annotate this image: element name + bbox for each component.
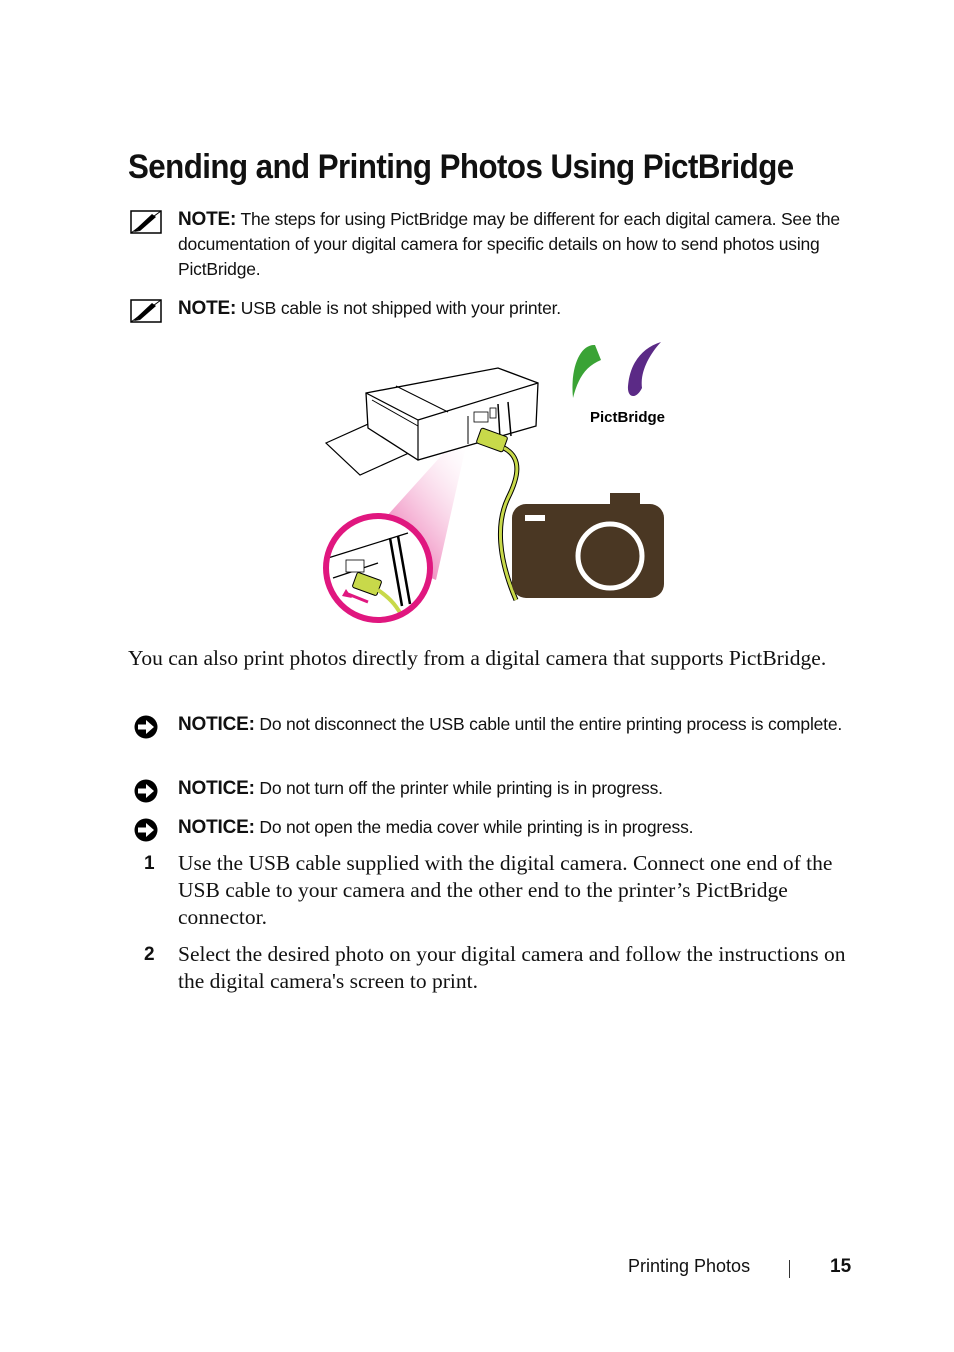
body-paragraph: You can also print photos directly from a digital camera that supports PictBridge. [128,646,827,670]
note-block [130,207,860,282]
pictbridge-logo-text: PictBridge [590,409,666,426]
pictbridge-logo [572,342,665,426]
pictbridge-connection-illustration [318,338,668,628]
note-text: The steps for using PictBridge may be different for each digital camera. See the documentation of your digital camera for specific details on how to send photos using PictBridge. [178,209,840,279]
step-text: Use the USB cable supplied with the digital camera. Connect one end of the USB cable to your camera and the other end to the printer’s PictBridge connector. [178,851,833,929]
step-item [130,850,860,931]
printer-icon [326,368,538,475]
notice-arrow-icon [130,816,162,844]
notice-block [130,776,860,801]
note-text: USB cable is not shipped with your printer. [236,298,561,318]
notice-label: NOTICE: [178,714,255,735]
note-pencil-icon [130,210,162,234]
note-block [130,296,860,321]
step-number: 1 [144,853,155,874]
camera-icon [512,493,664,598]
magnifier-callout-icon [326,516,430,628]
note-pencil-icon [130,299,162,323]
note-label: NOTE: [178,209,237,230]
page-title: Sending and Printing Photos Using PictBridge [128,148,794,186]
step-number: 2 [144,944,155,965]
notice-arrow-icon [130,713,162,741]
note-label: NOTE: [178,298,237,319]
step-text: Select the desired photo on your digital camera and follow the instructions on the digital camera's screen to print. [178,942,846,993]
notice-block [130,712,860,737]
notice-text: Do not disconnect the USB cable until the entire printing process is complete. [254,714,843,734]
page-number: 15 [830,1256,852,1277]
step-item [130,941,860,995]
notice-label: NOTICE: [178,778,255,799]
footer-divider [789,1260,790,1278]
notice-text: Do not open the media cover while printing is in progress. [254,817,694,837]
notice-text: Do not turn off the printer while printing is in progress. [254,778,663,798]
usb-cable-icon [476,428,517,600]
notice-arrow-icon [130,777,162,805]
footer-section-title: Printing Photos [628,1256,751,1276]
notice-label: NOTICE: [178,817,255,838]
notice-block [130,815,860,840]
